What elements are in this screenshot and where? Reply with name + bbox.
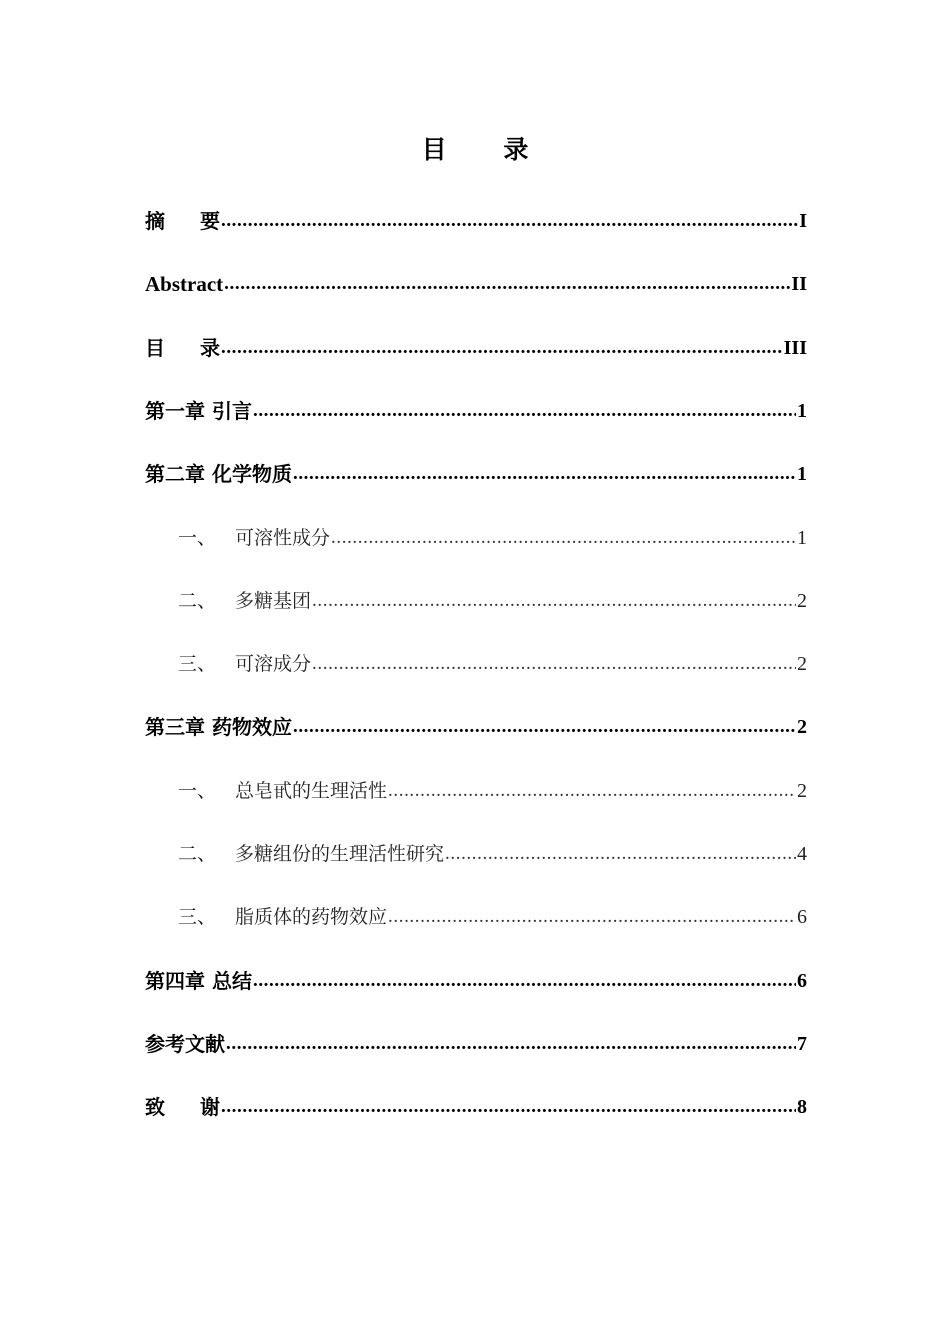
dot-leader [387,777,796,805]
toc-page-number: II [791,273,807,295]
section-number: 一、 [178,527,217,549]
toc-page-number: 2 [797,716,807,738]
toc-entry-abstract-cn[interactable] [145,207,807,235]
toc-page-number: 7 [797,1033,807,1055]
dot-leader [311,650,796,678]
dot-leader [220,207,798,235]
toc-entry-label: 第四章 总结 [145,969,252,993]
toc-page-number: 2 [797,653,807,675]
dot-leader [252,967,796,995]
toc-page-number: 1 [797,400,807,422]
toc-entry-section-3-1[interactable] [178,777,807,805]
toc-entry-label: 多糖基团 [235,590,312,612]
dot-leader [292,460,796,488]
toc-page-number: 8 [797,1096,807,1118]
toc-page-number: 6 [797,970,807,992]
dot-leader [292,713,796,741]
toc-entry-acknowledgements[interactable] [145,1093,807,1121]
dot-leader [223,270,790,298]
toc-entry-section-2-2[interactable] [178,587,807,615]
toc-entry-section-3-2[interactable] [178,840,807,868]
toc-page-number: 6 [797,906,807,928]
toc-entry-label: 可溶性成分 [235,527,331,549]
toc-entry-label: 第二章 化学物质 [145,462,292,486]
toc-page-number: III [783,337,807,359]
toc-entry-label: 目 录 [145,336,234,360]
toc-entry-contents[interactable] [145,334,807,362]
toc-entry-section-2-3[interactable] [178,650,807,678]
dot-leader [220,334,783,362]
toc-entry-chapter-4[interactable] [145,967,807,995]
dot-leader [225,1030,796,1058]
toc-entry-section-2-1[interactable] [178,524,807,552]
toc-page-number: 4 [797,843,807,865]
dot-leader [311,587,796,615]
dot-leader [252,397,796,425]
toc-entry-label: 多糖组份的生理活性研究 [235,843,445,865]
toc-entry-section-3-3[interactable] [178,903,807,931]
toc-page-number: 1 [797,463,807,485]
section-number: 三、 [178,906,217,928]
section-number: 二、 [178,590,217,612]
dot-leader [330,524,796,552]
toc-entry-label: 参考文献 [145,1032,225,1056]
toc-entry-abstract-en[interactable] [145,270,807,298]
toc-entry-label: 致 谢 [145,1095,234,1119]
toc-page-number: 2 [797,590,807,612]
dot-leader [220,1093,796,1121]
toc-entry-chapter-1[interactable] [145,397,807,425]
toc-entry-label: 摘 要 [145,209,234,233]
toc-entry-label: Abstract [145,272,224,296]
toc-entry-label: 总皂甙的生理活性 [235,780,388,802]
toc-entry-label: 第三章 药物效应 [145,715,292,739]
toc-page-number: 1 [797,527,807,549]
section-number: 一、 [178,780,217,802]
toc-entry-references[interactable] [145,1030,807,1058]
toc-entry-label: 第一章 引言 [145,399,252,423]
dot-leader [444,840,796,868]
toc-entry-label: 脂质体的药物效应 [235,906,388,928]
section-number: 二、 [178,843,217,865]
toc-page-number: 2 [797,780,807,802]
section-number: 三、 [178,653,217,675]
toc-entry-chapter-2[interactable] [145,460,807,488]
toc-title: 目 录 [421,135,553,164]
toc-entry-chapter-3[interactable] [145,713,807,741]
dot-leader [387,903,796,931]
toc-entry-label: 可溶成分 [235,653,312,675]
toc-page-number: I [799,210,807,232]
